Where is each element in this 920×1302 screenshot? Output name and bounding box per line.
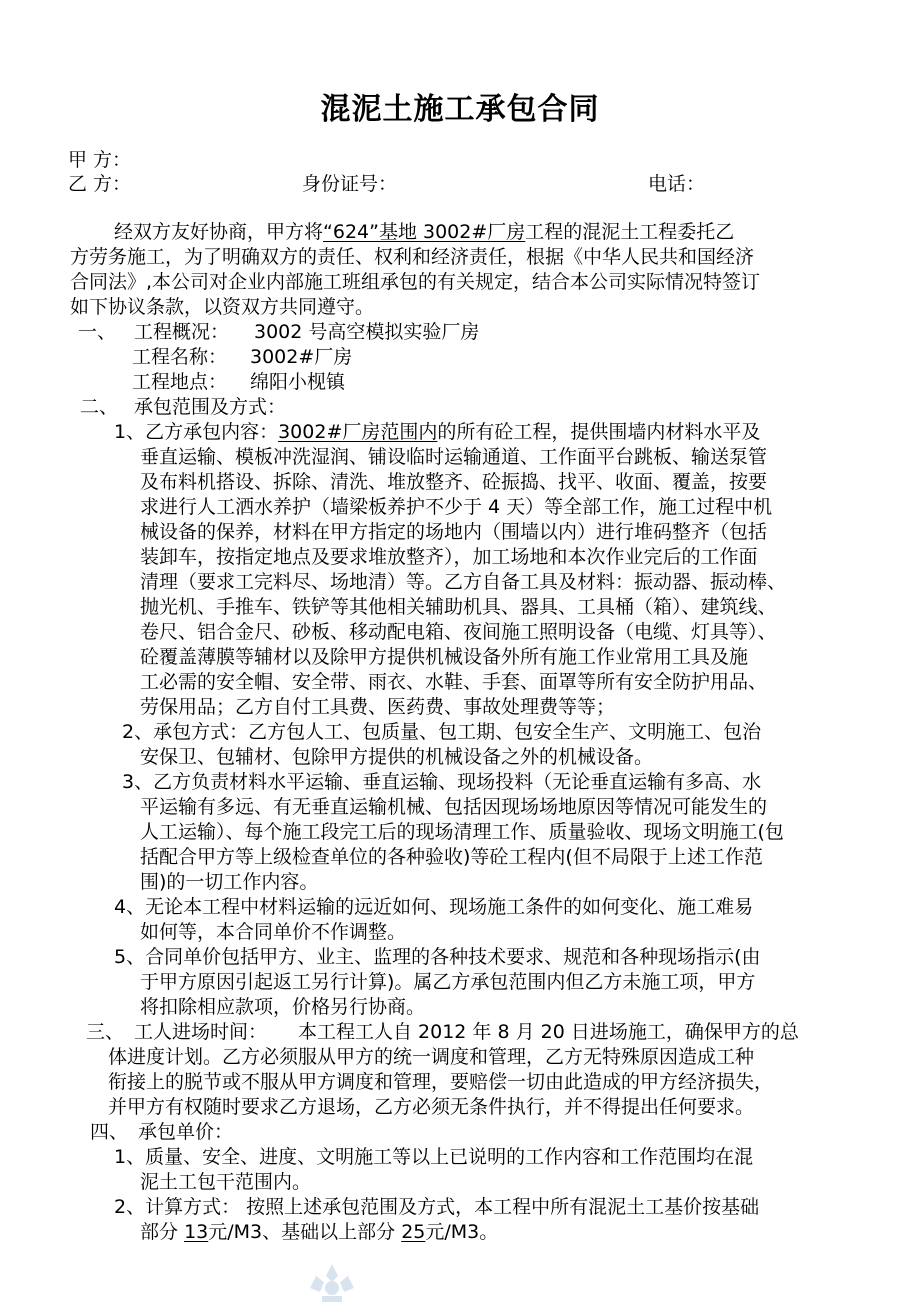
item-2-3-line: 围)的一切工作内容。 (140, 871, 319, 893)
item-2-1-line: 清理（要求工完料尽、场地清）等。乙方自备工具及材料：振动器、振动棒、 (140, 571, 787, 593)
project-overview: 3002 号高空模拟实验厂房 (254, 321, 480, 343)
section-2-heading: 承包范围及方式： (134, 396, 287, 418)
intro-text: 经双方友好协商，甲方将 (114, 221, 324, 243)
section-4-heading: 承包单价： (138, 1121, 234, 1143)
intro-line-4: 如下协议条款，以资双方共同遵守。 (70, 296, 375, 318)
section-3-text: 本工程工人自 2012 年 8 月 20 日进场施工，确保甲方的总 (298, 1021, 799, 1043)
section-3-line: 体进度计划。乙方必须服从甲方的统一调度和管理，乙方无特殊原因造成工种 (108, 1046, 755, 1068)
item-2-3-line: 3、乙方负责材料水平运输、垂直运输、现场投料（无论垂直运输有多高、水 (122, 771, 762, 793)
item-text: 的所有砼工程，提供围墙内材料水平及 (437, 421, 761, 443)
section-3-line: 衔接上的脱节或不服从甲方调度和管理，要赔偿一切由此造成的甲方经济损失， (108, 1071, 774, 1093)
item-2-1-line: 垂直运输、模板冲洗湿润、铺设临时运输通道、工作面平台跳板、输送泵管 (140, 446, 768, 468)
price-text: 元/M3。 (425, 1221, 499, 1243)
project-name-label: 工程名称： (132, 346, 228, 368)
intro-line-3: 合同法》,本公司对企业内部施工班组承包的有关规定，结合本公司实际情况特签订 (70, 271, 761, 293)
section-3-number: 三、 (86, 1021, 125, 1043)
watermark-emblem-icon (302, 1262, 362, 1302)
document-title: 混泥土施工承包合同 (320, 92, 600, 127)
item-2-1-line: 装卸车，按指定地点及要求堆放整齐），加工场地和本次作业完后的工作面 (140, 546, 758, 568)
item-2-4-line: 4、无论本工程中材料运输的远近如何、现场施工条件的如何变化、施工难易 (114, 896, 754, 918)
item-2-3-line: 括配合甲方等上级检查单位的各种验收)等砼工程内(但不局限于上述工作范 (140, 846, 763, 868)
item-2-5-line: 5、合同单价包括甲方、业主、监理的各种技术要求、规范和各种现场指示(由 (114, 946, 761, 968)
section-3-heading: 工人进场时间： (134, 1021, 268, 1043)
price-text: 部分 (140, 1221, 179, 1243)
section-2-number: 二、 (80, 396, 119, 418)
item-2-5-line: 于甲方原因引起返工另行计算)。属乙方承包范围内但乙方未施工项，甲方 (140, 971, 756, 993)
item-2-5-line: 将扣除相应款项，价格另行协商。 (140, 996, 426, 1018)
section-4-number: 四、 (90, 1121, 129, 1143)
project-name-value: 3002#厂房 (250, 346, 353, 368)
project-site-label: 工程地点： (132, 371, 228, 393)
price-above-value: 25 (401, 1221, 426, 1243)
item-2-3-line: 平运输有多远、有无垂直运输机械、包括因现场场地原因等情况可能发生的 (140, 796, 768, 818)
item-4-1-line: 泥土工包干范围内。 (140, 1171, 312, 1193)
item-4-2-line-1: 2、计算方式： 按照上述承包范围及方式，本工程中所有混泥土工基价按基础 (114, 1196, 760, 1218)
project-name-underlined: “624”基地 3002#厂房 (323, 221, 526, 243)
item-prefix: 1、乙方承包内容： (114, 421, 279, 443)
party-b-label: 乙 方： (68, 173, 132, 195)
section-3-line: 并甲方有权随时要求乙方退场，乙方必须无条件执行，并不得提出任何要求。 (108, 1096, 755, 1118)
item-4-2-line-2 (140, 1220, 498, 1244)
intro-line-2: 方劳务施工，为了明确双方的责任、权利和经济责任，根据《中华人民共和国经济 (70, 246, 755, 268)
price-text: 元/M3、基础以上部分 (208, 1221, 396, 1243)
id-number-label: 身份证号： (302, 173, 398, 195)
section-1-heading: 工程概况： (134, 321, 230, 343)
intro-text: 工程的混泥土工程委托乙 (525, 221, 735, 243)
item-2-1-line: 劳保用品；乙方自付工具费、医药费、事故处理费等等； (140, 696, 616, 718)
party-a-label: 甲 方： (68, 149, 132, 171)
item-2-3-line: 人工运输）、每个施工段完工后的现场清理工作、质量验收、现场文明施工(包 (140, 821, 784, 843)
phone-label: 电话： (648, 173, 706, 195)
item-2-1-line: 求进行人工洒水养护（墙梁板养护不少于 4 天）等全部工作，施工过程中机 (140, 496, 773, 518)
item-2-1-line-1 (114, 420, 760, 444)
item-2-1-line: 砼覆盖薄膜等辅材以及除甲方提供机械设备外所有施工作业常用工具及施 (140, 646, 749, 668)
item-2-2-line: 安保卫、包辅材、包除甲方提供的机械设备之外的机械设备。 (140, 746, 654, 768)
item-2-4-line: 如何等，本合同单价不作调整。 (140, 921, 407, 943)
item-4-1-line: 1、质量、安全、进度、文明施工等以上已说明的工作内容和工作范围均在混 (114, 1146, 754, 1168)
item-2-1-line: 工必需的安全帽、安全带、雨衣、水鞋、手套、面罩等所有安全防护用品、 (140, 671, 768, 693)
item-2-1-line: 械设备的保养，材料在甲方指定的场地内（围墙以内）进行堆码整齐（包括 (140, 521, 768, 543)
intro-line-1 (114, 220, 734, 244)
item-2-1-line: 及布料机搭设、拆除、清洗、堆放整齐、砼振捣、找平、收面、覆盖，按要 (140, 471, 768, 493)
item-2-1-line: 卷尺、铝合金尺、砂板、移动配电箱、夜间施工照明设备（电缆、灯具等）、 (140, 621, 777, 643)
section-1-number: 一、 (78, 321, 117, 343)
item-2-1-line: 抛光机、手推车、铁铲等其他相关辅助机具、器具、工具桶（箱）、建筑线、 (140, 596, 777, 618)
project-site-value: 绵阳小枧镇 (250, 371, 346, 393)
price-base-value: 13 (184, 1221, 209, 1243)
item-2-2-line: 2、承包方式：乙方包人工、包质量、包工期、包安全生产、文明施工、包治 (122, 721, 762, 743)
scope-underlined: 3002#厂房范围内 (278, 421, 438, 443)
